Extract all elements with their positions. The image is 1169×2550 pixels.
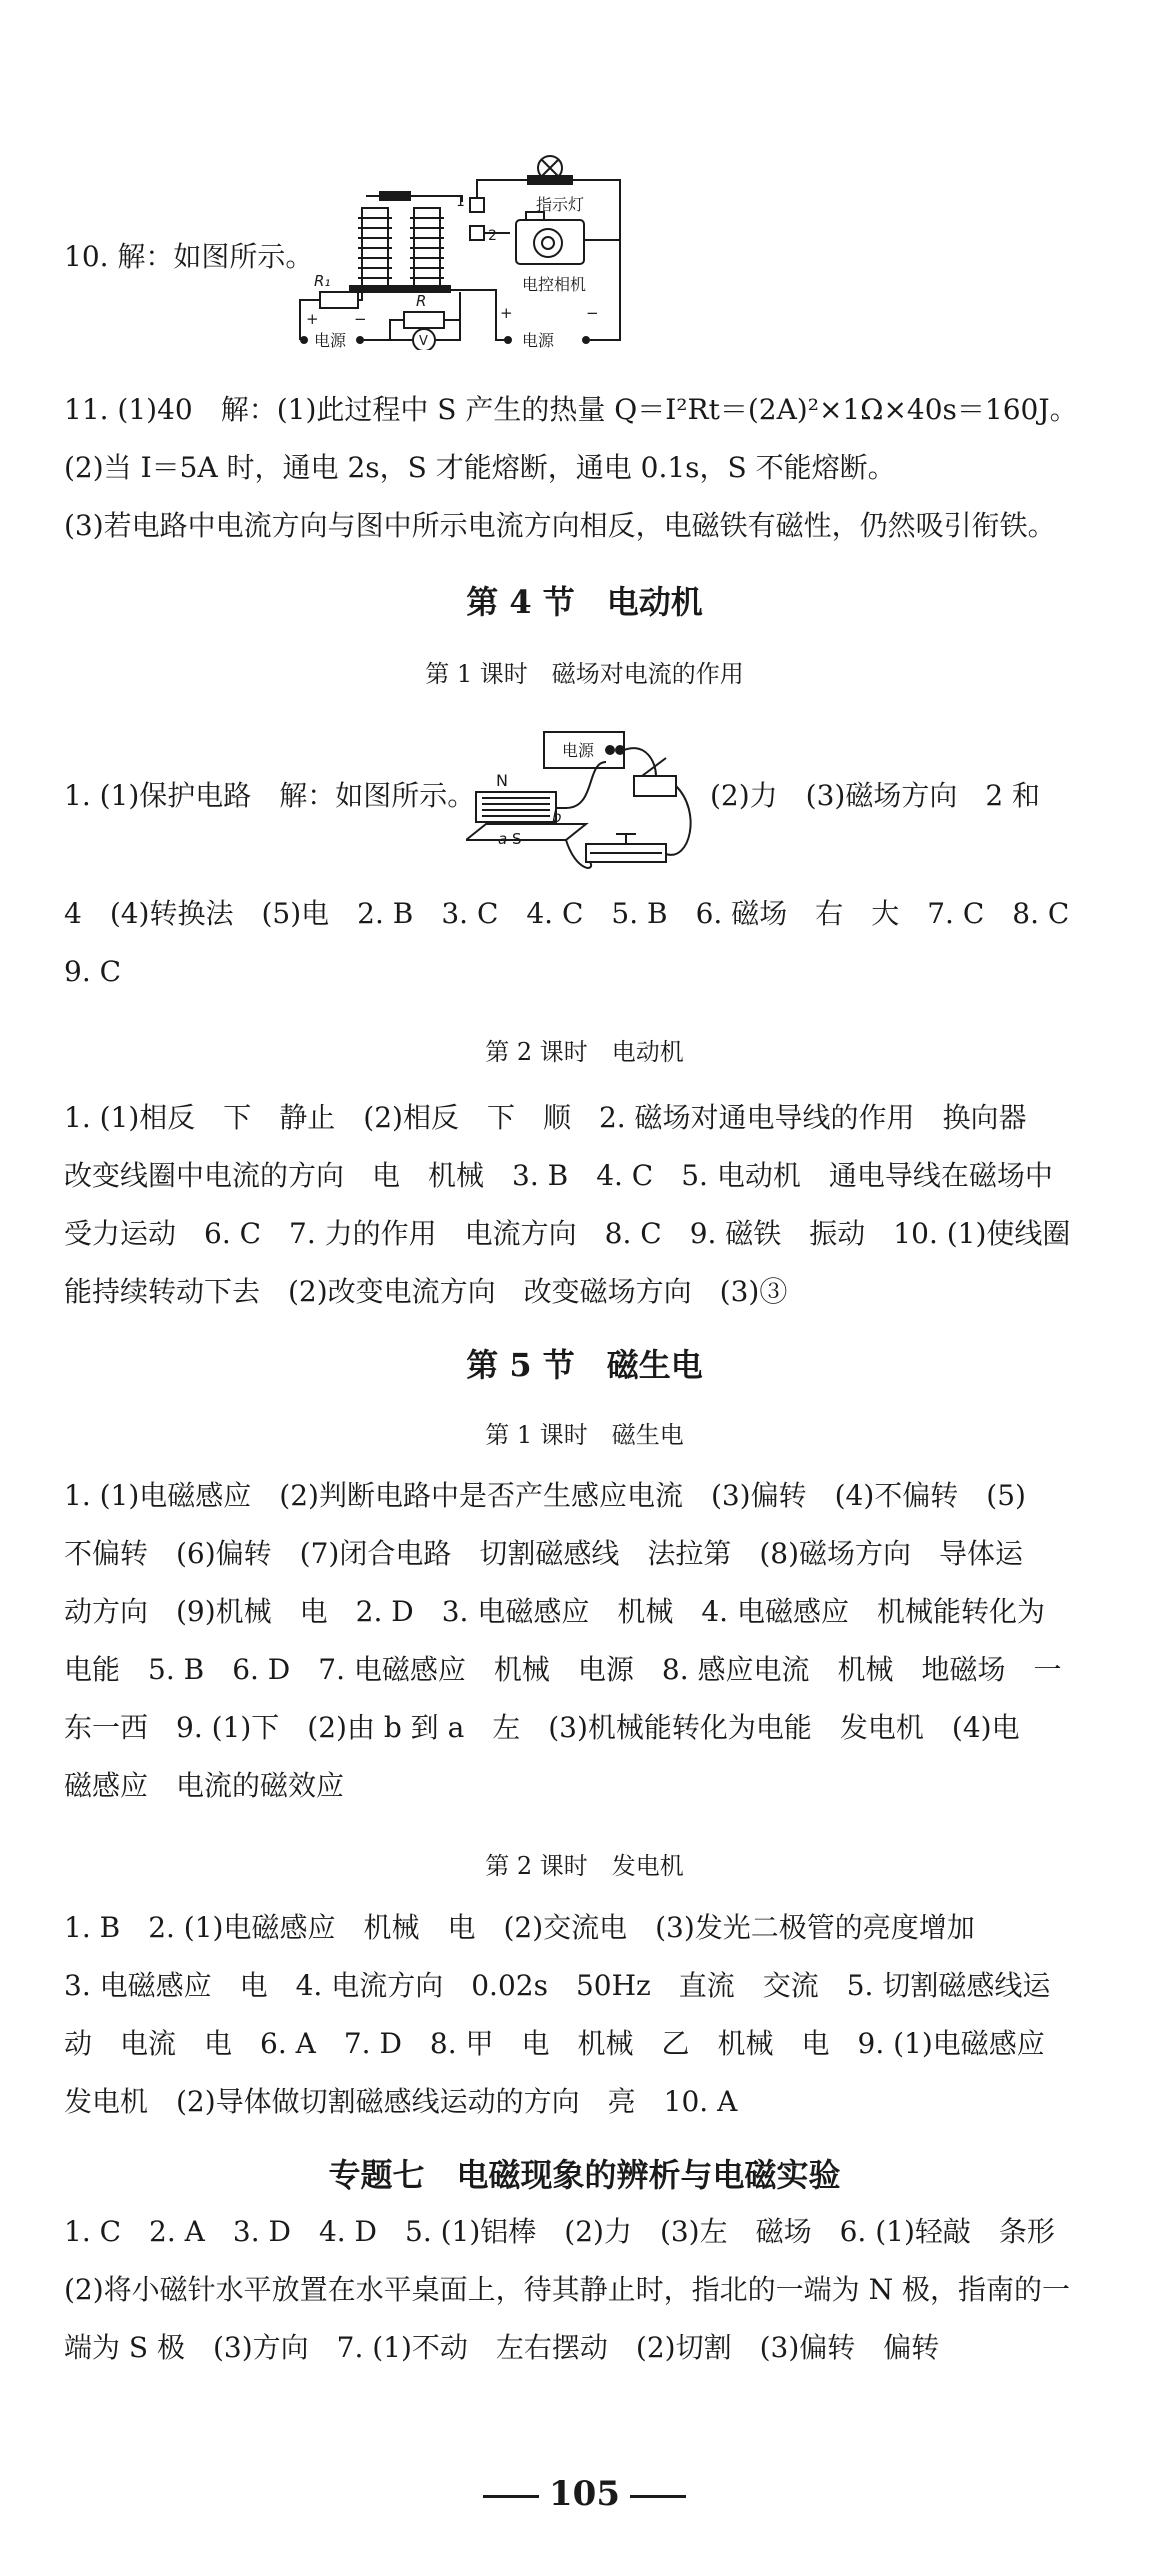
section-5-title: 第 5 节 磁生电 bbox=[466, 1346, 703, 1384]
sec5-l2-line: 3. 电磁感应 电 4. 电流方向 0.02s 50Hz 直流 交流 5. 切割磁感线运 bbox=[64, 1969, 1051, 2002]
contact-2-box bbox=[470, 226, 484, 240]
power-right-label: 电源 bbox=[522, 331, 555, 350]
sec4-l1-line1-left: 1. (1)保护电路 解：如图所示。 bbox=[64, 779, 476, 812]
a-label: a bbox=[498, 830, 508, 848]
sec5-l1-line: 不偏转 (6)偏转 (7)闭合电路 切割磁感线 法拉第 (8)磁场方向 导体运 bbox=[64, 1537, 1023, 1570]
resistor-r1 bbox=[320, 292, 358, 308]
motor-experiment-figure bbox=[466, 722, 706, 882]
q11-line2: (2)当 I＝5A 时，通电 2s，S 才能熔断，通电 0.1s，S 不能熔断。 bbox=[64, 451, 896, 484]
sec5-l2-line: 1. B 2. (1)电磁感应 机械 电 (2)交流电 (3)发光二极管的亮度增加 bbox=[64, 1911, 975, 1944]
coil-windings-right bbox=[410, 218, 444, 278]
q10-text: 10. 解：如图所示。 bbox=[64, 240, 314, 273]
sec4-l1-line1-right: (2)力 (3)磁场方向 2 和 bbox=[710, 779, 1041, 812]
contact-2-label: 2 bbox=[488, 228, 497, 244]
sec5-l1-line: 磁感应 电流的磁效应 bbox=[64, 1769, 345, 1802]
sec5-l1-line: 电能 5. B 6. D 7. 电磁感应 机械 电源 8. 感应电流 机械 地磁场 一 bbox=[64, 1653, 1062, 1686]
sec4-l1-line2: 4 (4)转换法 (5)电 2. B 3. C 4. C 5. B 6. 磁场 右 大 7. C 8. C bbox=[64, 897, 1070, 930]
sec4-l2-line: 能持续转动下去 (2)改变电流方向 改变磁场方向 (3)③ bbox=[64, 1275, 788, 1308]
svg-text:+: + bbox=[500, 304, 513, 322]
b-label: b bbox=[552, 808, 562, 826]
page-number-value: 105 bbox=[549, 2474, 620, 2514]
q11-line3: (3)若电路中电流方向与图中所示电流方向相反，电磁铁有磁性，仍然吸引衔铁。 bbox=[64, 509, 1056, 542]
relay-base bbox=[350, 286, 450, 292]
svg-text:−: − bbox=[354, 310, 367, 328]
topic-7-title: 专题七 电磁现象的辨析与电磁实验 bbox=[328, 2156, 841, 2194]
sec4-l2-line: 改变线圈中电流的方向 电 机械 3. B 4. C 5. 电动机 通电导线在磁场中 bbox=[64, 1159, 1053, 1192]
svg-text:−: − bbox=[586, 304, 599, 322]
sec4-l1-line3: 9. C bbox=[64, 955, 122, 988]
contact-1-label: 1 bbox=[456, 194, 465, 210]
sec5-l2-line: 动 电流 电 6. A 7. D 8. 甲 电 机械 乙 机械 电 9. (1)电磁感应 bbox=[64, 2027, 1045, 2060]
topic7-line: (2)将小磁针水平放置在水平桌面上，待其静止时，指北的一端为 N 极，指南的一 bbox=[64, 2273, 1070, 2306]
sec5-l1-line: 动方向 (9)机械 电 2. D 3. 电磁感应 机械 4. 电磁感应 机械能转化为 bbox=[64, 1595, 1045, 1628]
sec4-l2-line: 受力运动 6. C 7. 力的作用 电流方向 8. C 9. 磁铁 振动 10. (1)使线圈 bbox=[64, 1217, 1071, 1250]
u-magnet-icon bbox=[476, 792, 556, 822]
lamp-label: 指示灯 bbox=[536, 195, 585, 214]
relay-circuit-figure bbox=[290, 140, 630, 350]
wire-to-r bbox=[360, 320, 404, 340]
power-left-label: 电源 bbox=[314, 331, 347, 350]
topic7-line: 端为 S 极 (3)方向 7. (1)不动 左右摆动 (2)切割 (3)偏转 偏转 bbox=[64, 2331, 940, 2364]
n-pole-label: N bbox=[496, 771, 508, 790]
section-4-title: 第 4 节 电动机 bbox=[466, 583, 703, 621]
r-label: R bbox=[416, 292, 427, 310]
resistor-r bbox=[404, 312, 444, 328]
switch-icon bbox=[634, 776, 676, 796]
q11-line1: 11. (1)40 解：(1)此过程中 S 产生的热量 Q＝I²Rt＝(2A)²×1Ω×40s＝160J。 bbox=[64, 393, 1078, 426]
sec5-l2-line: 发电机 (2)导体做切割磁感线运动的方向 亮 10. A bbox=[64, 2085, 738, 2118]
sec5-lesson1-title: 第 1 课时 磁生电 bbox=[485, 1421, 684, 1449]
r1-label: R₁ bbox=[314, 272, 331, 290]
topic7-line: 1. C 2. A 3. D 4. D 5. (1)铝棒 (2)力 (3)左 磁场 6. (1)轻敲 条形 bbox=[64, 2215, 1055, 2248]
svg-text:V: V bbox=[419, 334, 428, 349]
sec5-l1-line: 东一西 9. (1)下 (2)由 b 到 a 左 (3)机械能转化为电能 发电机 (4)电 bbox=[64, 1711, 1020, 1744]
coil-windings-left bbox=[358, 218, 392, 278]
s-pole-label: S bbox=[512, 830, 522, 848]
base-plate bbox=[466, 824, 586, 840]
contact-1-box bbox=[470, 198, 484, 212]
sec5-l1-line: 1. (1)电磁感应 (2)判断电路中是否产生感应电流 (3)偏转 (4)不偏转 (5) bbox=[64, 1479, 1026, 1512]
sec4-lesson1-title: 第 1 课时 磁场对电流的作用 bbox=[425, 660, 744, 688]
fig-power-label: 电源 bbox=[562, 741, 595, 760]
sec5-lesson2-title: 第 2 课时 发电机 bbox=[485, 1852, 684, 1880]
camera-label: 电控相机 bbox=[522, 275, 587, 294]
svg-text:+: + bbox=[306, 310, 319, 328]
wire-lamp bbox=[477, 180, 530, 198]
sec4-l2-line: 1. (1)相反 下 静止 (2)相反 下 顺 2. 磁场对通电导线的作用 换向器 bbox=[64, 1101, 1027, 1134]
page-number bbox=[0, 2474, 1169, 2514]
sec4-lesson2-title: 第 2 课时 电动机 bbox=[485, 1038, 684, 1066]
